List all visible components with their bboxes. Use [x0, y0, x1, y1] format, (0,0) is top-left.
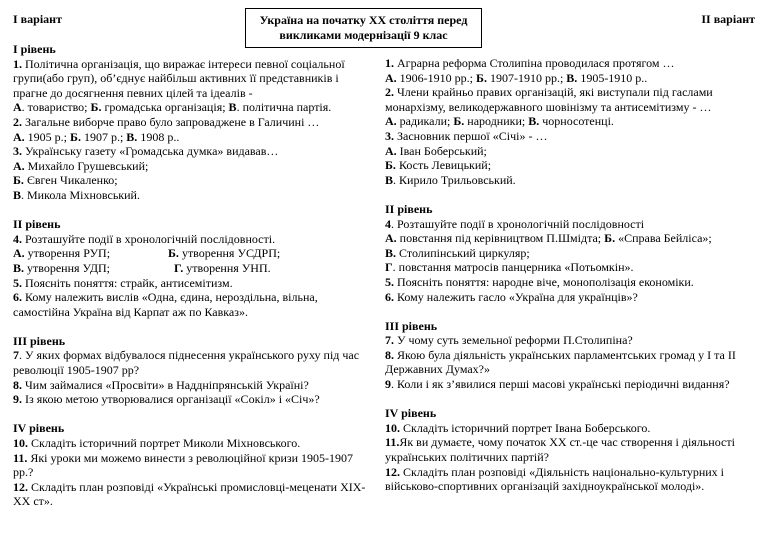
question-3: 3. Українську газету «Громадська думка» видавав… — [13, 144, 279, 159]
level-heading: ІІ рівень — [385, 201, 433, 216]
level-heading: І рівень — [13, 42, 56, 56]
question-4-option-d: Г. повстання матросів панцерника «Потьомкін». — [385, 260, 634, 275]
question-4-option-c: В. Столипінський циркуляр; — [385, 245, 530, 260]
level-heading: ІV рівень — [385, 406, 437, 421]
question-2: 2. Члени крайньо правих організацій, які виступали під гаслами монархізму, великодержавного шовінізму та антисемітизму - … — [385, 85, 713, 114]
variant-one-label: І варіант — [13, 12, 62, 26]
question-4-options-row-2: В. утворення УДП; Г. утворення УНП. — [13, 260, 271, 275]
level-heading: ІІІ рівень — [13, 333, 66, 348]
question-1-options: А. 1906-1910 рр.; Б. 1907-1910 рр.; В. 1905-1910 р.. — [385, 70, 648, 85]
question-12: 12. Складіть план розповіді «Діяльність національно-культурних і військово-спортивних організацій західноукраїнської молоді». — [385, 464, 724, 494]
title-line-1: Україна на початку XX століття перед — [259, 13, 468, 27]
question-3-option-c: В. Кирило Трильовський. — [385, 172, 516, 187]
level-heading: ІІ рівень — [13, 217, 61, 232]
variant-two-column — [385, 56, 760, 494]
question-4: 4. Розташуйте події в хронологічній послідовності — [385, 216, 645, 231]
question-6: 6. Кому належить вислів «Одна, єдина, нероздільна, вільна, самостійна Україна від Карпат аж по Кавказ». — [13, 290, 318, 319]
question-3-option-a: А. Михайло Грушевський; — [13, 158, 149, 173]
title-line-2: викликами модернізації 9 клас — [279, 28, 448, 42]
question-12: 12. Складіть план розповіді «Українські промисловці-меценати XIX-XX ст». — [13, 479, 366, 509]
question-2-options: А. 1905 р.; Б. 1907 р.; В. 1908 р.. — [13, 129, 180, 144]
question-3: 3. Засновник першої «Січі» - … — [385, 128, 548, 143]
question-6: 6. Кому належить гасло «Україна для українців»? — [385, 289, 638, 304]
question-9: 9. Коли і як з’явилися перші масові українські періодичні видання? — [385, 377, 730, 392]
question-10: 10. Складіть історичний портрет Івана Боберського. — [385, 420, 651, 435]
question-3-option-a: А. Іван Боберський; — [385, 143, 487, 158]
question-5: 5. Поясніть поняття: страйк, антисемітизм. — [13, 275, 233, 290]
variant-one-column — [13, 42, 369, 509]
question-3-option-b: Б. Євген Чикаленко; — [13, 173, 118, 188]
question-11: 11. Які уроки ми можемо винести з революційної кризи 1905-1907 рр.? — [13, 450, 354, 480]
question-2: 2. Загальне виборче право було запроваджене в Галичині … — [13, 114, 320, 129]
variant-two-label: ІІ варіант — [701, 12, 755, 26]
question-10: 10. Складіть історичний портрет Миколи Міхновського. — [13, 436, 301, 451]
level-heading: ІІІ рівень — [385, 318, 438, 333]
level-heading: ІV рівень — [13, 421, 65, 436]
question-1-options: А. товариство; Б. громадська організація; В. політична партія. — [13, 100, 332, 115]
question-4-options-row-1: А. повстання під керівництвом П.Шмідта; Б. «Справа Бейліса»; — [385, 231, 712, 246]
question-5: 5. Поясніть поняття: народне віче, монополізація економіки. — [385, 274, 694, 289]
question-3-option-c: В. Микола Міхновський. — [13, 187, 140, 202]
question-8: 8. Чим займалися «Просвіти» в Наддніпрянській Україні? — [13, 377, 309, 392]
question-7: 7. У яких формах відбувалося піднесення українського руху під час революції 1905-1907 рр? — [13, 348, 360, 378]
question-4-options-row-1: А. утворення РУП; Б. утворення УСДРП; — [13, 246, 281, 261]
question-11: 11.Як ви думаєте, чому початок XX ст.-це час створення і діяльності українських політичних партій? — [385, 435, 735, 465]
question-2-options: А. радикали; Б. народники; В. чорносотенці. — [385, 114, 614, 129]
question-1: 1. Політична організація, що виражає інтереси певної соціальної групи(або груп), об’єднує найбільш активних її представників і прагне до досягнення певних цілей та ідеалів - — [13, 56, 345, 100]
question-1: 1. Аграрна реформа Столипіна проводилася протягом … — [385, 56, 675, 70]
question-9: 9. Із якою метою утворювалися організації «Сокіл» і «Січ»? — [13, 392, 320, 407]
question-4: 4. Розташуйте події в хронологічній послідовності. — [13, 231, 276, 246]
question-8: 8. Якою була діяльність українських парламентських громад у І та ІІ Державних Думах?» — [385, 347, 736, 377]
question-3-option-b: Б. Кость Левицький; — [385, 158, 492, 173]
question-7: 7. У чому суть земельної реформи П.Столипіна? — [385, 333, 633, 348]
